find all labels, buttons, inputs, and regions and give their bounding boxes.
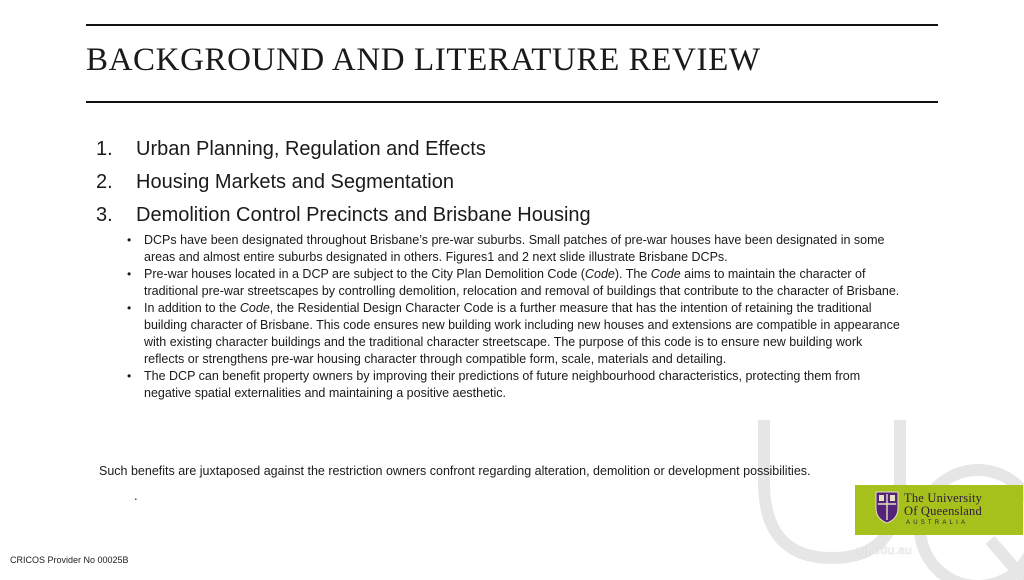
closing-statement: Such benefits are juxtaposed against the restriction owners confront regarding alteration, demolition or development possibilities. [99,464,811,478]
bullet-item [96,368,902,402]
slide-title: BACKGROUND AND LITERATURE REVIEW [86,42,761,78]
topic-text: Housing Markets and Segmentation [136,171,454,193]
topic-item [96,133,916,166]
bullet-icon: • [127,233,132,247]
bullet-icon: • [127,267,132,281]
bullet-item [96,232,902,266]
bullet-icon: • [127,301,132,315]
bullet-text: DCPs have been designated throughout Brisbane’s pre-war suburbs. Small patches of pre-war houses have been designated in some areas and almost entire suburbs designated in others. Figures1 and 2 next slide illustrate Brisbane DCPs. [144,233,885,264]
code-term: Code [239,301,270,315]
bullet-item [96,300,902,368]
topic-text: Demolition Control Precincts and Brisbane Housing [136,204,591,226]
uq-crest-icon [875,491,899,524]
logo-line-3: AUSTRALIA [906,520,969,526]
topic-number: 2. [96,171,113,193]
top-rule [86,24,938,26]
uq-logo [855,485,1023,535]
bullet-text-part: Pre-war houses located in a DCP are subject to the City Plan Demolition Code ( [144,267,585,281]
code-term: Code [650,267,681,281]
topic-item [96,199,916,402]
bottom-rule [86,101,938,103]
topic-text: Urban Planning, Regulation and Effects [136,138,486,160]
logo-line-1: The University [904,491,983,505]
dcp-bullet-list [96,232,900,402]
bullet-text: The DCP can benefit property owners by improving their predictions of future neighbourhood characteristics, protecting them from negative spatial externalities and maintaining a positive aesthetic. [144,369,861,400]
cricos-footer: CRICOS Provider No 00025B [10,555,129,565]
trailing-dot: . [134,488,138,503]
logo-line-2: Of Queensland [904,504,982,518]
bullet-text-part: ). The [614,267,651,281]
topic-item [96,166,916,199]
bullet-icon: • [127,369,132,383]
website-url: uq.edu.au [856,543,913,557]
topic-number: 3. [96,204,113,226]
code-term: Code [584,267,615,281]
topic-number: 1. [96,138,113,160]
bullet-text-part: , the Residential Design Character Code is a further measure that has the intention of retaining the traditional building character of Brisbane. This code ensures new building work including new houses and extensions are compatible in appearance with existing character buildings and the traditional character streetscape. The purpose of this code is to ensure new building work reflects or strengthens pre-war housing character through compatible form, scale, materials and detailing. [144,301,900,366]
bullet-text-part: In addition to the [144,301,240,315]
bullet-item [96,266,902,300]
bullet-text-part: aims to maintain the character of traditional pre-war streetscapes by controlling demolition, relocation and removal of buildings that contribute to the character of Brisbane. [144,267,900,298]
topic-list [96,133,916,402]
